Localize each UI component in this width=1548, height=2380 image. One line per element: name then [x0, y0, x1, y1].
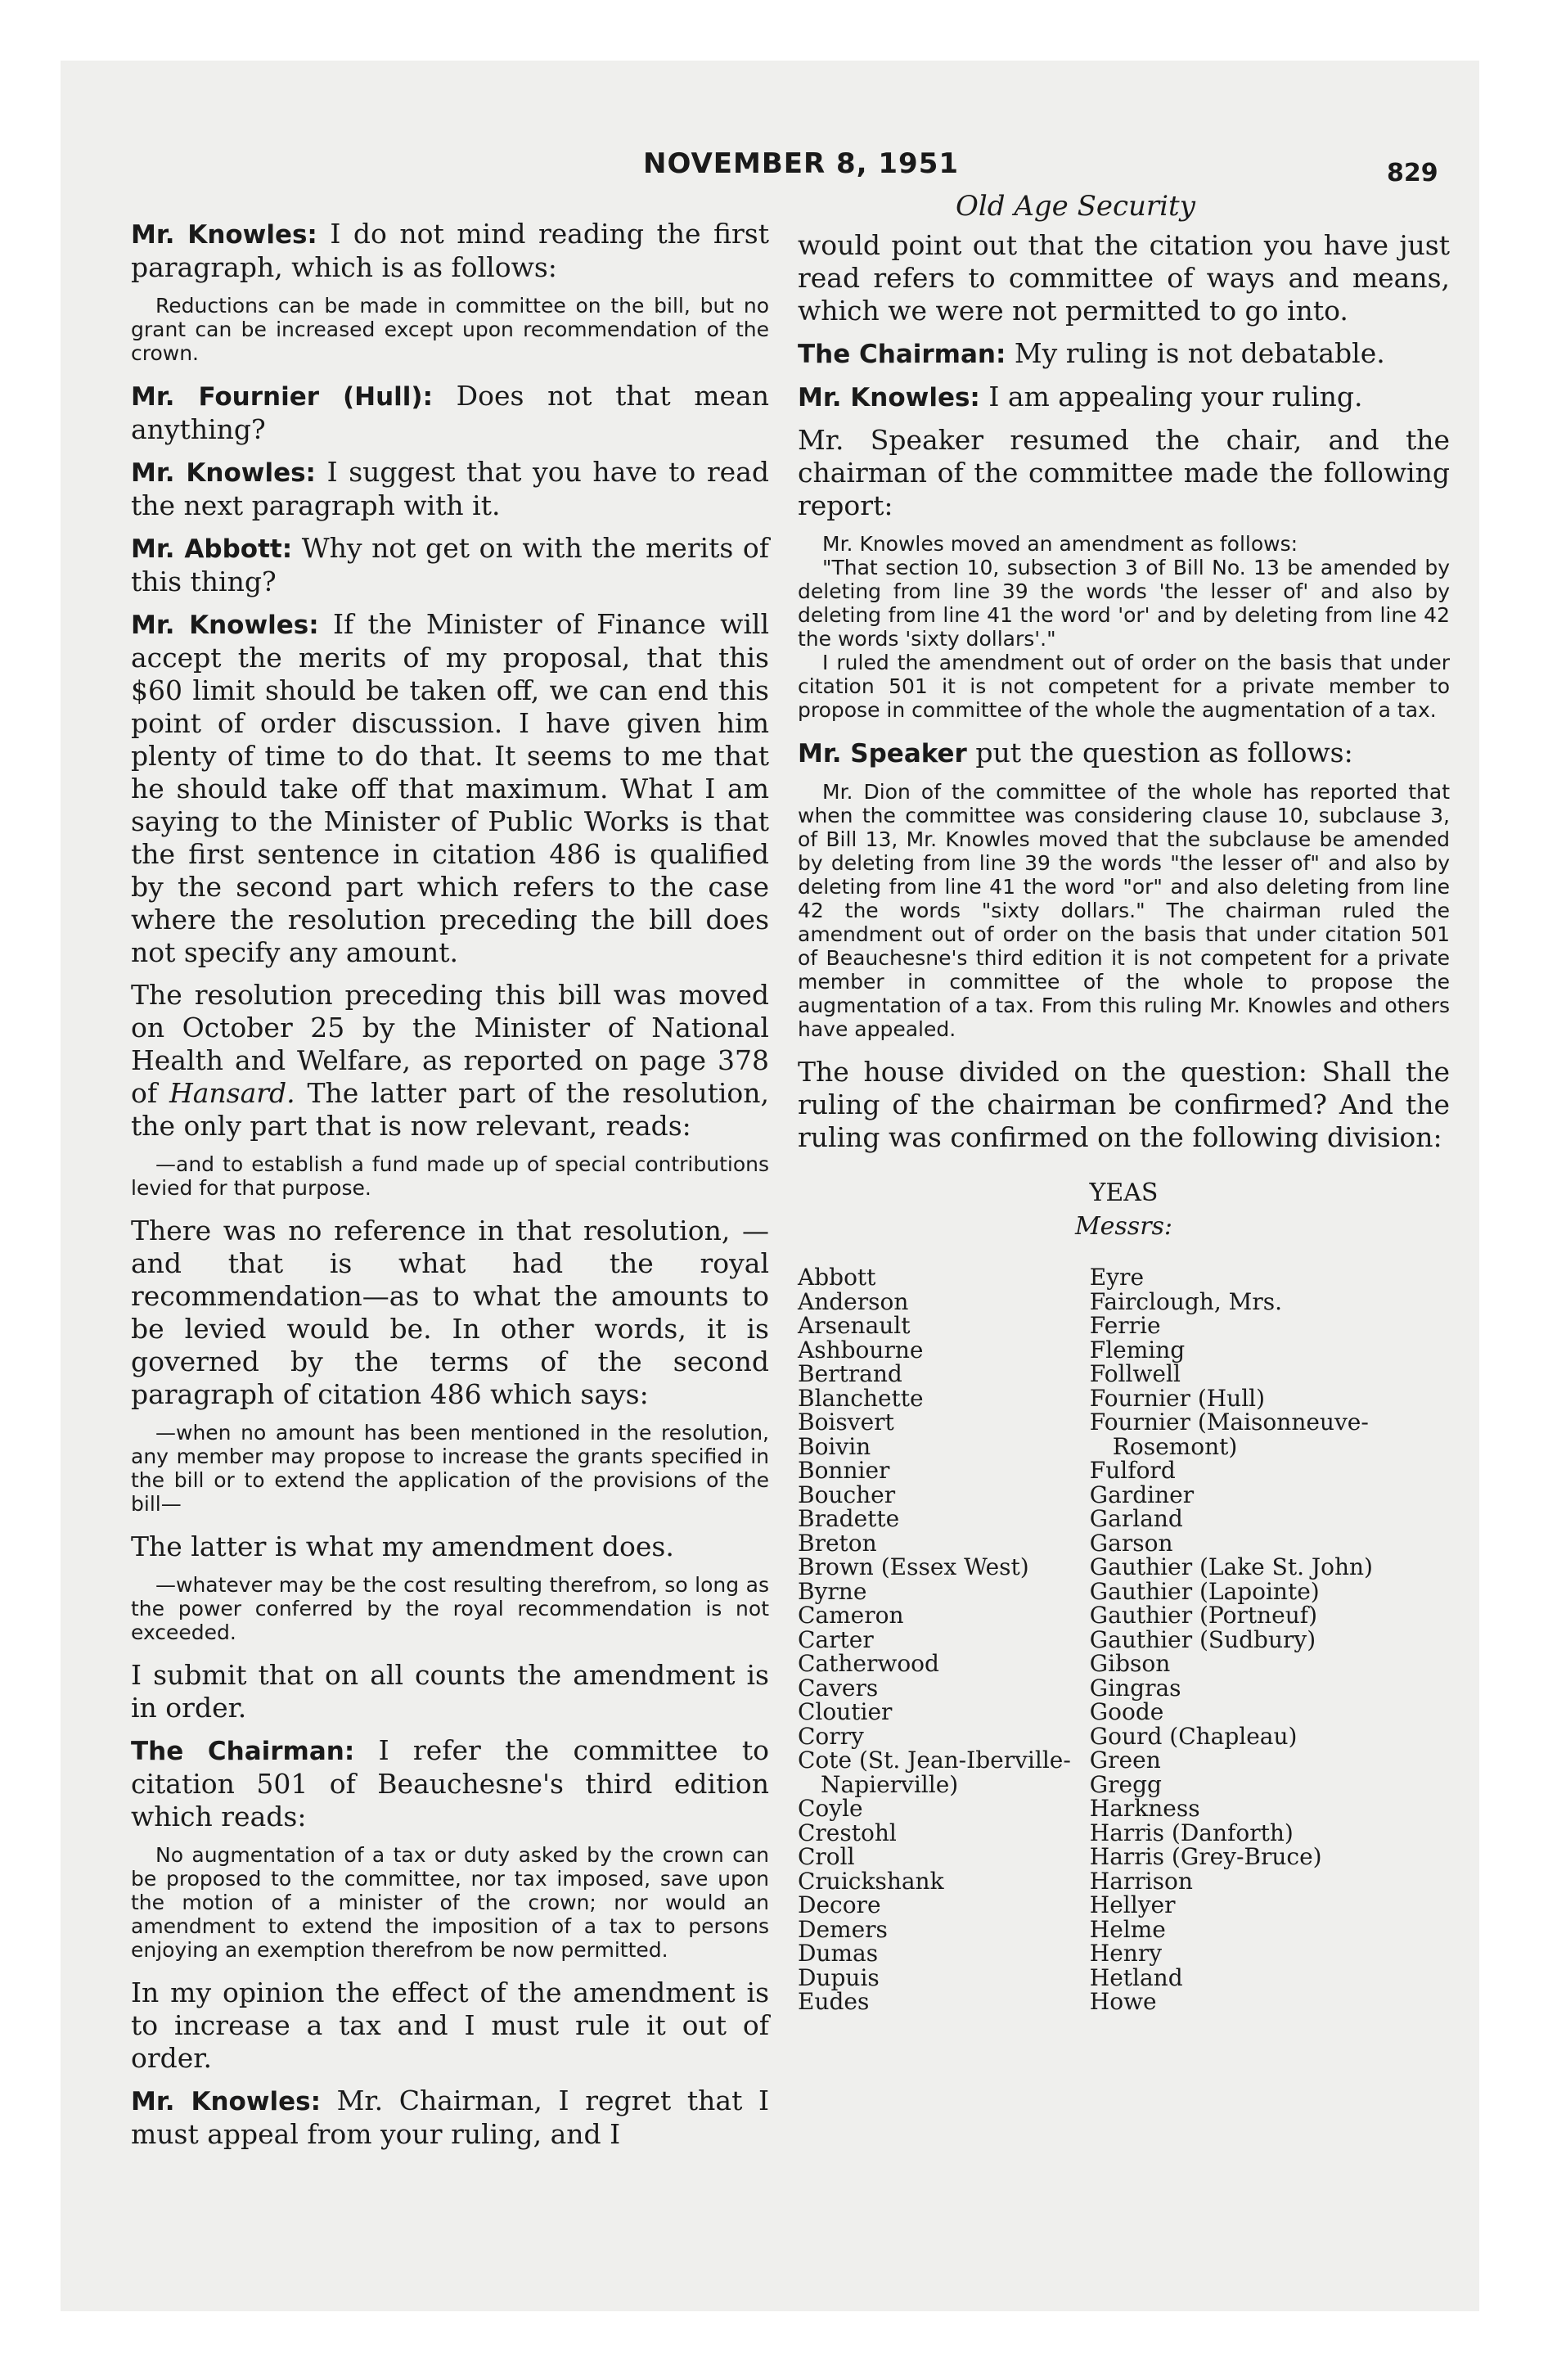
quotation: No augmentation of a tax or duty asked by the crown can be proposed to the committee, nor tax imposed, save upon the motion of a minister of the crown; nor would an amendment to extend the imposition of a tax to persons enjoying an exemption therefrom be now permitted. [131, 1843, 769, 1962]
speaker: Mr. Speaker [798, 739, 967, 769]
speaker: The Chairman: [798, 340, 1006, 369]
speech-text: Mr. Chairman, I regret that I must appeal from your ruling, and I [131, 2085, 770, 2150]
speaker: The Chairman: [131, 1737, 355, 1766]
member-name: Fournier (Hull) [1089, 1384, 1266, 1412]
division-subtitle: Messrs: [1074, 1212, 1173, 1241]
member-name: Demers [798, 1915, 888, 1943]
speech [131, 532, 769, 598]
right-column [798, 229, 1450, 2014]
member-name: Howe [1089, 1988, 1157, 2015]
member-name: Gardiner [1089, 1481, 1195, 1508]
speech-text: Does not that mean anything? [131, 380, 769, 445]
member-name: Gregg [1089, 1770, 1162, 1798]
member-name: Boisvert [798, 1409, 894, 1436]
speech [131, 456, 769, 522]
member-name: Gauthier (Lake St. John) [1089, 1553, 1373, 1580]
names-list-right [1090, 1265, 1450, 2014]
member-name: Eyre [1089, 1264, 1145, 1291]
paragraph: I submit that on all counts the amendment is in order. [131, 1659, 769, 1724]
left-column [131, 218, 769, 2161]
running-subject: Old Age Security [956, 190, 1195, 223]
member-name: Gauthier (Portneuf) [1089, 1602, 1318, 1629]
member-name: Eudes [798, 1988, 870, 2015]
speech [131, 1734, 769, 1833]
speech-text: I suggest that you have to read the next paragraph with it. [131, 456, 769, 521]
page-number: 829 [1387, 159, 1438, 187]
member-name: Bertrand [798, 1360, 902, 1387]
member-name: Gibson [1089, 1650, 1171, 1677]
member-name: Henry [1089, 1940, 1163, 1967]
paragraph: Mr. Speaker resumed the chair, and the chairman of the committee made the following report: [798, 424, 1450, 521]
speech-text: Why not get on with the merits of this thing? [131, 532, 769, 597]
speech-text: My ruling is not debatable. [1014, 337, 1385, 369]
paragraph: The house divided on the question: Shall the ruling of the chairman be confirmed? And the ruling was confirmed on the following division: [798, 1056, 1450, 1153]
member-name: Dumas [798, 1940, 879, 1967]
speaker: Mr. Knowles: [798, 383, 980, 412]
member-name: Garson [1089, 1529, 1173, 1557]
member-name: Fulford [1089, 1457, 1176, 1484]
member-name: Gauthier (Lapointe) [1089, 1577, 1320, 1605]
speaker: Mr. Abbott: [131, 534, 293, 564]
speech [798, 337, 1450, 371]
member-name: Harris (Danforth) [1089, 1819, 1294, 1846]
member-name: Fairclough, Mrs. [1089, 1287, 1282, 1315]
quotation: —and to establish a fund made up of special contributions levied for that purpose. [131, 1152, 769, 1200]
member-name: Arsenault [798, 1312, 911, 1339]
names-list-left [798, 1265, 1090, 2014]
paragraph: The latter is what my amendment does. [131, 1530, 674, 1562]
member-name: Boivin [798, 1432, 871, 1460]
speech-text: If the Minister of Finance will accept the merits of my proposal, that this $60 limit should be taken off, we can end this point of order discussion. I have given him plenty of time to do that. It seems to me that he should take off that maximum. What I am saying to the Minister of Public Works is that the first sentence in citation 486 is qualified by the second part which refers to the case where the resolution preceding the bill does not specify any amount. [131, 608, 770, 968]
speaker: Mr. Knowles: [131, 2087, 321, 2116]
speech [798, 381, 1450, 414]
member-name: Abbott [798, 1264, 876, 1291]
speech-text: put the question as follows: [975, 737, 1353, 769]
member-name: Follwell [1089, 1360, 1181, 1387]
member-name: Gourd (Chapleau) [1089, 1722, 1298, 1750]
member-name: Ashbourne [798, 1336, 924, 1364]
speech [131, 608, 769, 969]
member-name: Harrison [1089, 1867, 1193, 1895]
division-title: YEAS [1089, 1179, 1159, 1207]
member-name: Cruickshank [798, 1867, 944, 1895]
speaker-question: Mr. Dion of the committee of the whole has reported that when the committee was considering clause 10, subclause 3, of Bill 13, Mr. Knowles moved that the subclause be amended by deleting from line 39 the words "the lesser of" and also by deleting from line 41 the word "or" and also deleting from line 42 the words "sixty dollars." The chairman ruled the amendment out of order on the basis that under citation 501 of Beauchesne's third edition it is not competent for a private member in committee of the whole to propose the augmentation of a tax. From this ruling Mr. Knowles and others have appealed. [798, 780, 1450, 1041]
member-name: Bonnier [798, 1457, 890, 1484]
member-name: Dupuis [798, 1963, 880, 1991]
member-name: Boucher [798, 1481, 896, 1508]
speech [131, 2085, 769, 2151]
member-name: Goode [1089, 1698, 1164, 1725]
member-name: Hetland [1089, 1963, 1183, 1991]
member-name: Carter [798, 1625, 874, 1653]
member-name: Corry [798, 1722, 864, 1750]
speaker: Mr. Fournier (Hull): [131, 382, 433, 412]
member-name: Blanchette [798, 1384, 924, 1412]
member-name: Cavers [798, 1674, 879, 1702]
member-name: Gingras [1089, 1674, 1181, 1702]
speaker: Mr. Knowles: [131, 611, 319, 640]
member-name: Fournier (Maisonneuve-Rosemont) [1089, 1409, 1369, 1460]
paragraph: There was no reference in that resolution, —and that is what had the royal recommendation—as to what the amounts to be levied would be. In other words, it is governed by the terms of the second paragraph of citation 486 which says: [131, 1215, 769, 1410]
speech-text: I refer the committee to citation 501 of Beauchesne's third edition which reads: [131, 1734, 769, 1832]
hansard-reference: Hansard. [169, 1077, 295, 1109]
speaker: Mr. Knowles: [131, 220, 317, 250]
member-name: Catherwood [798, 1650, 939, 1677]
member-name: Byrne [798, 1577, 867, 1605]
member-name: Crestohl [798, 1819, 897, 1846]
member-name: Breton [798, 1529, 877, 1557]
paragraph: The resolution preceding this bill was moved on October 25 by the Minister of National Health and Welfare, as reported on page 378 of Hansard. The latter part of the resolution, the only part that is now relevant, reads: [131, 979, 769, 1142]
member-name: Ferrie [1089, 1312, 1161, 1339]
member-name: Decore [798, 1891, 881, 1918]
member-name: Cote (St. Jean-Iberville-Napierville) [798, 1747, 1071, 1798]
paragraph: would point out that the citation you have just read refers to committee of ways and means, which we were not permitted to go into. [798, 229, 1450, 327]
member-name: Gauthier (Sudbury) [1089, 1625, 1316, 1653]
speech-text: I am appealing your ruling. [988, 381, 1363, 412]
member-name: Harkness [1089, 1795, 1200, 1822]
member-name: Coyle [798, 1795, 863, 1822]
speech [131, 218, 769, 284]
member-name: Bradette [798, 1505, 900, 1532]
speech-text: I do not mind reading the first paragraph, which is as follows: [131, 218, 769, 283]
member-name: Cameron [798, 1602, 904, 1629]
member-name: Fleming [1089, 1336, 1186, 1364]
member-name: Helme [1089, 1915, 1166, 1943]
member-name: Brown (Essex West) [798, 1553, 1029, 1580]
header-date: NOVEMBER 8, 1951 [643, 147, 960, 180]
member-name: Anderson [798, 1287, 909, 1315]
quotation: Reductions can be made in committee on the bill, but no grant can be increased except upon recommendation of the crown. [131, 294, 769, 365]
speech [131, 380, 769, 446]
speech [798, 737, 1450, 770]
member-name: Harris (Grey-Bruce) [1089, 1843, 1322, 1870]
paragraph: In my opinion the effect of the amendment is to increase a tax and I must rule it out of order. [131, 1977, 769, 2074]
chairman-report: Mr. Knowles moved an amendment as follows: "That section 10, subsection 3 of Bill No. 13 be amended by deleting from line 39 the words 'the lesser of' and also by deleting from line 41 the word 'or' and by deleting from line 42 the words 'sixty dollars'." I ruled the amendment out of order on the basis that under citation 501 it is not competent for a private member to propose in committee of the whole the augmentation of a tax. [798, 532, 1450, 722]
member-name: Cloutier [798, 1698, 893, 1725]
member-name: Green [1089, 1747, 1161, 1774]
member-name: Hellyer [1089, 1891, 1176, 1918]
member-name: Croll [798, 1843, 855, 1870]
quotation: —whatever may be the cost resulting therefrom, so long as the power conferred by the royal recommendation is not exceeded. [131, 1573, 769, 1644]
speaker: Mr. Knowles: [131, 458, 316, 488]
member-name: Garland [1089, 1505, 1183, 1532]
quotation: —when no amount has been mentioned in the resolution, any member may propose to increase the grants specified in the bill or to extend the application of the provisions of the bill— [131, 1421, 769, 1516]
division-names [798, 1265, 1450, 2014]
